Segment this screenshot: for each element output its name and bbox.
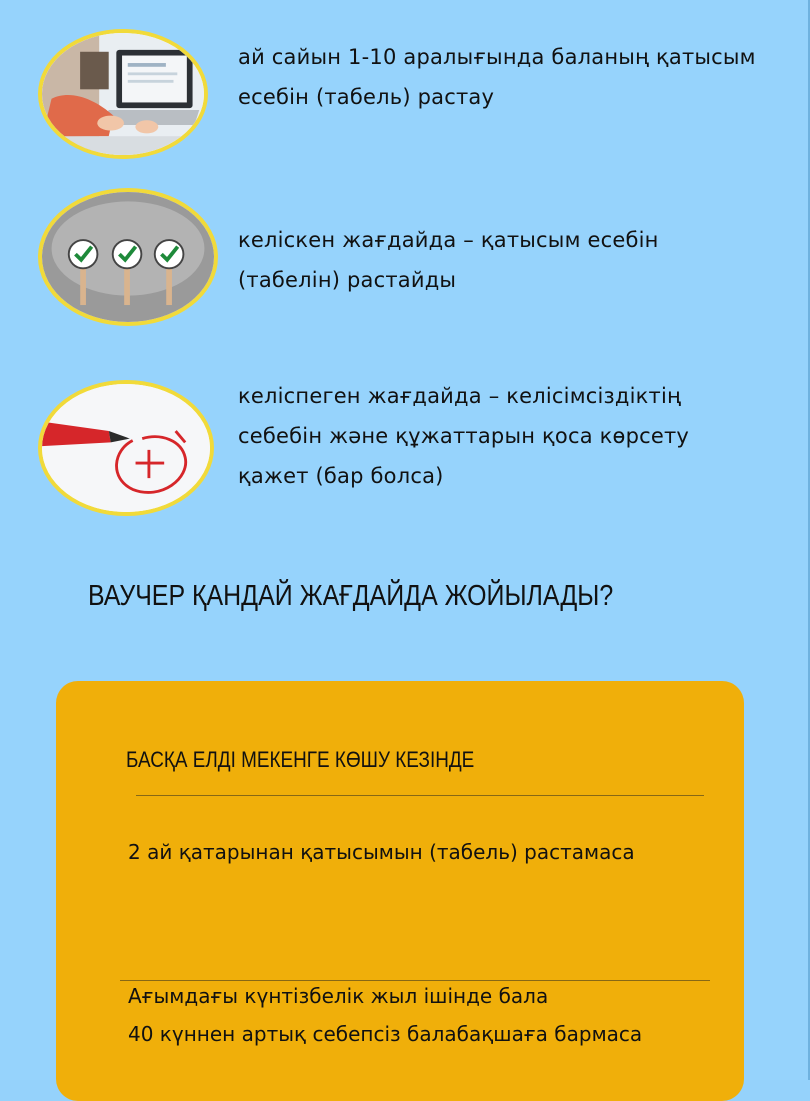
step-3	[38, 374, 778, 524]
cancellation-cases-card	[56, 681, 744, 1101]
red-marker-plus-icon	[38, 380, 214, 516]
case-2: 2 ай қатарынан қатысымын (табель) растамаса	[128, 840, 635, 864]
step-2-text: келіскен жағдайда – қатысым есебін (табелін) растайды	[238, 228, 659, 292]
case-1: БАСҚА ЕЛДІ МЕКЕНГЕ КӨШУ КЕЗІНДЕ	[126, 747, 475, 772]
laptop-typing-icon	[38, 29, 208, 159]
case-3: Ағымдағы күнтізбелік жыл ішінде бала 40 күннен артық себепсіз балабақшаға бармаса	[128, 984, 643, 1046]
divider-1	[136, 795, 704, 796]
step-2	[38, 186, 778, 336]
step-1	[38, 20, 778, 170]
step-1-text: ай сайын 1-10 аралығында баланың қатысым есебін (табель) растау	[238, 45, 756, 109]
section-heading: ВАУЧЕР ҚАНДАЙ ЖАҒДАЙДА ЖОЙЫЛАДЫ?	[88, 580, 614, 612]
three-checkmarks-icon	[38, 188, 218, 326]
step-3-text: келіспеген жағдайда – келісімсіздіктің себебін және құжаттарын қоса көрсету қажет (бар болса)	[238, 384, 690, 488]
